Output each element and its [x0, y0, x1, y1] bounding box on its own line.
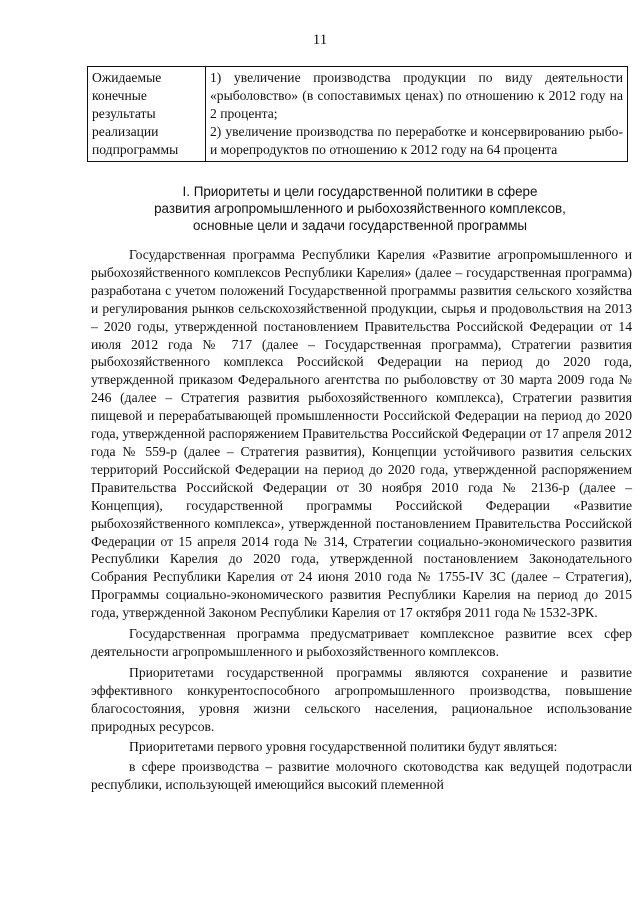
table-row [88, 67, 628, 162]
summary-table [87, 66, 628, 162]
heading-line: развития агропромышленного и рыбохозяйственного комплексов, [154, 201, 566, 216]
table-value-cell [206, 67, 628, 162]
paragraph: Государственная программа Республики Карелия «Развитие агропромышленного и рыбохозяйственного комплексов Республики Карелия» (далее – государственная программа) разработана с учетом положений Государственной программы развития сельского хозяйства и регулирования рынков сельскохозяйственной продукции, сырья и продовольствия на 2013 – 2020 годы, утвержденной постановлением Правительства Российской Федерации от 14 июля 2012 года № 717 (далее – Государственная программа), Стратегии развития рыбохозяйственного комплекса Российской Федерации на период до 2020 года, утвержденной приказом Федерального агентства по рыболовству от 30 марта 2009 года № 246 (далее – Стратегия развития рыбохозяйственного комплекса), Стратегии развития пищевой и перерабатывающей промышленности Российской Федерации на период до 2020 года, утвержденной распоряжением Правительства Российской Федерации от 17 апреля 2012 года № 559-р (далее – Стратегия развития), Концепции устойчивого развития сельских территорий Российской Федерации на период до 2020 года, утвержденной распоряжением Правительства Российской Федерации от 30 ноября 2010 года № 2136-р (далее – Концепция), государственной программы Российской Федерации «Развитие рыбохозяйственного комплекса», утвержденной постановлением Правительства Российской Федерации от 15 апреля 2014 года № 314, Стратегии социально-экономического развития Республики Карелия до 2020 года, утвержденной постановлением Законодательного Собрания Республики Карелия от 24 июня 2010 года № 1755-IV ЗС (далее – Стратегия), Программы социально-экономического развития Республики Карелия на период до 2015 года, утвержденной Законом Республики Карелия от 17 октября 2011 года № 1532-ЗРК. [91, 247, 632, 621]
page-number: 11 [312, 32, 328, 48]
heading-line: основные цели и задачи государственной программы [192, 218, 528, 233]
body-text [91, 246, 632, 796]
heading-line: I. Приоритеты и цели государственной политики в сфере [182, 184, 538, 199]
paragraph: Приоритетами первого уровня государственной политики будут являться: [129, 739, 558, 755]
table-label-cell: Ожидаемые конечные результаты реализации подпрограммы [88, 67, 206, 162]
paragraph: Приоритетами государственной программы являются сохранение и развитие эффективного конкурентоспособного агропромышленного производства, повышение благосостояния, уровня жизни сельского населения, рациональное использование природных ресурсов. [91, 664, 632, 734]
paragraph: Государственная программа предусматривает комплексное развитие всех сфер деятельности агропромышленного и рыбохозяйственного комплексов. [91, 626, 632, 659]
table-item: 2) увеличение производства по переработке и консервированию рыбо- и морепродуктов по отношению к 2012 году на 64 процента [210, 124, 623, 157]
table-item: 1) увеличение производства продукции по виду деятельности «рыболовство» (в сопоставимых ценах) по отношению к 2012 году на 2 процента; [210, 70, 623, 121]
section-heading [95, 183, 625, 234]
paragraph: в сфере производства – развитие молочного скотоводства как ведущей подотрасли республики, использующей имеющийся высокий племенной [91, 759, 632, 793]
